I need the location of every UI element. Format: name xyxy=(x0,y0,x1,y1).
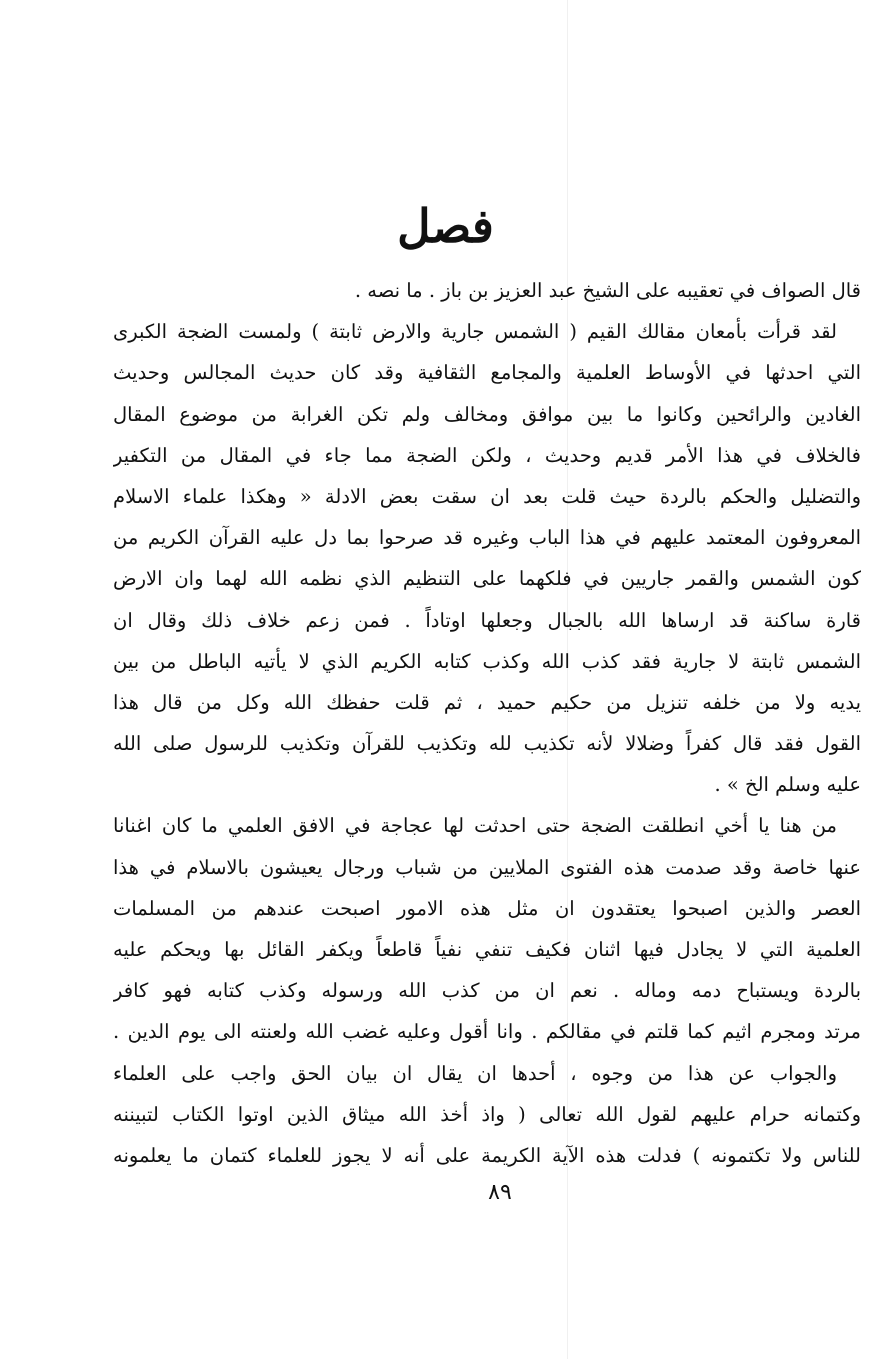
text-line: يديه ولا من خلفه تنزيل من حكيم حميد ، ثم قلت حفظك الله وكل من قال هذا xyxy=(113,690,861,714)
text-line: بالردة ويستباح دمه وماله . نعم ان من كذب الله ورسوله وكذب كتابه فهو كافر xyxy=(113,979,861,1003)
text-line: العصر والذين اصبحوا يعتقدون ان مثل هذه الامور اصبحت عندهم من المسلمات xyxy=(113,896,861,920)
text-line: والتضليل والحكم بالردة حيث قلت بعد ان سقت بعض الادلة « وهكذا علماء الاسلام xyxy=(113,484,861,508)
text-line: من هنا يا أخي انطلقت الضجة حتى احدثت لها عجاجة في الافق العلمي ما كان اغنانا xyxy=(113,814,837,838)
text-line: وكتمانه حرام عليهم لقول الله تعالى ( واذ أخذ الله ميثاق الذين اوتوا الكتاب لتبيننه xyxy=(113,1102,861,1126)
text-line: مرتد ومجرم اثيم كما قلتم في مقالكم . وانا أقول وعليه غضب الله ولعنته الى يوم الدين . xyxy=(113,1020,861,1044)
text-line: المعروفون المعتمد عليهم في هذا الباب وغيره قد صرحوا بما دل عليه القرآن الكريم من xyxy=(113,526,861,550)
text-line: لقد قرأت بأمعان مقالك القيم ( الشمس جارية والارض ثابتة ) ولمست الضجة الكبرى xyxy=(113,320,837,344)
text-line: للناس ولا تكتمونه ) فدلت هذه الآية الكريمة على أنه لا يجوز للعلماء كتمان ما يعلمونه xyxy=(113,1143,861,1167)
body-text xyxy=(113,270,861,1176)
text-line: قال الصواف في تعقيبه على الشيخ عبد العزيز بن باز . ما نصه . xyxy=(354,279,861,302)
text-line: العلمية التي لا يجادل فيها اثنان فكيف تنفي نفياً قاطعاً ويكفر القائل بها ويحكم عليه xyxy=(113,938,861,961)
text-line: قارة ساكنة قد ارساها الله بالجبال وجعلها اوتاداً . فمن زعم خلاف ذلك وقال ان xyxy=(113,608,861,632)
text-line: التي احدثها في الأوساط العلمية والمجامع الثقافية وقد كان حديث المجالس وحديث xyxy=(113,361,861,385)
text-line: كون الشمس والقمر جاريين في فلكهما على التنظيم الذي نظمه الله لهما وان الارض xyxy=(113,567,861,591)
chapter-heading: فصل xyxy=(397,199,494,253)
text-line: الغادين والرائحين وكانوا ما بين موافق ومخالف ولم تكن الغرابة من موضوع المقال xyxy=(113,402,861,426)
page-number: ٨٩ xyxy=(488,1180,512,1205)
text-line: القول فقد قال كفراً وضلالا لأنه تكذيب لله وتكذيب للقرآن وتكذيب للرسول صلى الله xyxy=(113,732,861,756)
text-line: الشمس ثابتة لا جارية فقد كذب الله وكذب كتابه الكريم الذي لا يأتيه الباطل من بين xyxy=(113,649,861,673)
text-line: والجواب عن هذا من وجوه ، أحدها ان يقال ان بيان الحق واجب على العلماء xyxy=(113,1061,837,1085)
text-line: عنها خاصة وقد صدمت هذه الفتوى الملايين من شباب ورجال يعيشون بالاسلام في هذا xyxy=(113,855,861,879)
text-line: عليه وسلم الخ » . xyxy=(714,773,861,797)
text-line: فالخلاف في هذا الأمر قديم وحديث ، ولكن الضجة مما جاء في المقال من التكفير xyxy=(113,443,861,467)
